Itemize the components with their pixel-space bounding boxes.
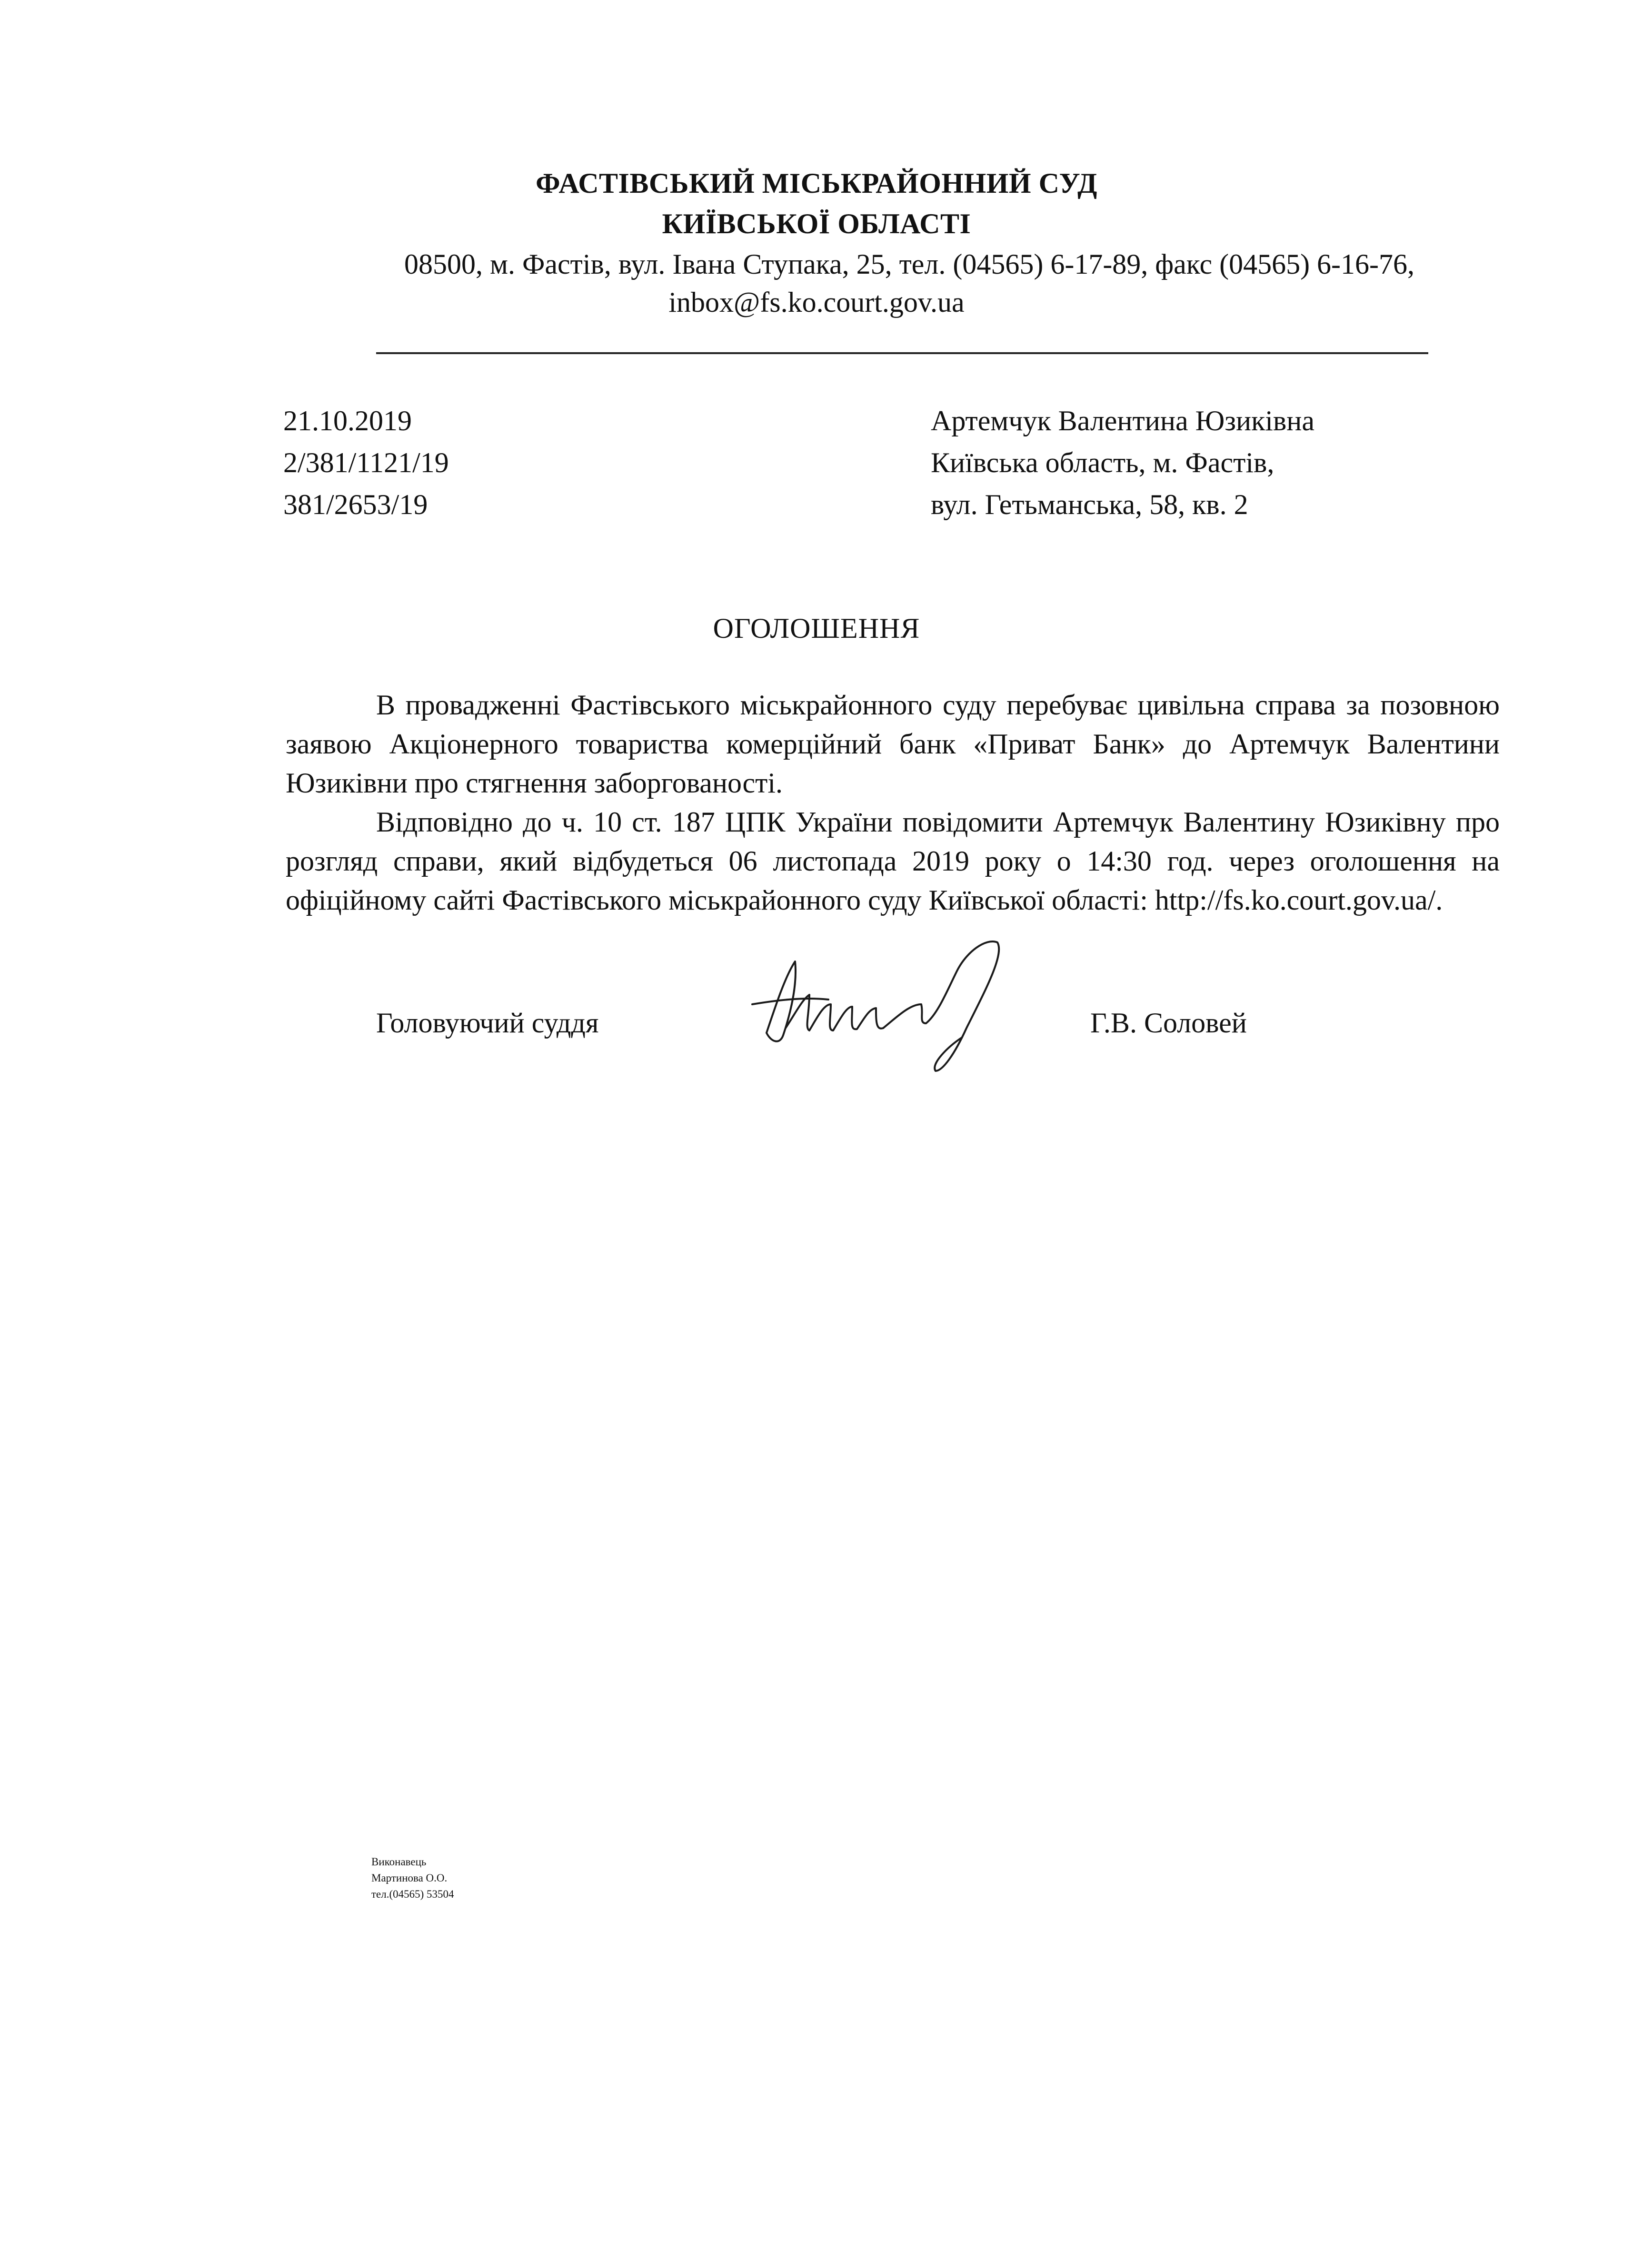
addressee-city: Київська область, м. Фастів,: [931, 447, 1275, 478]
court-name: ФАСТІВСЬКИЙ МІСЬКРАЙОННИЙ СУД: [536, 168, 1097, 199]
case-number: 2/381/1121/19: [283, 447, 449, 478]
addressee-block: [931, 400, 1314, 525]
judge-name: Г.В. Соловей: [1090, 1007, 1247, 1039]
court-address: 08500, м. Фастів, вул. Івана Ступака, 25, тел. (04565) 6-17-89, факс (04565) 6-16-76,: [404, 248, 1415, 280]
executor-label: Виконавець: [371, 1856, 427, 1868]
notice-paragraph-2: Відповідно до ч. 10 ст. 187 ЦПК України повідомити Артемчук Валентину Юзиківну про розгляд справи, який відбудеться 06 листопада 2019 року о 14:30 год. через оголошення на офіційному сайті Фастівського міськрайонного суду Київської області: http://fs.ko.court.gov.ua/.: [286, 806, 1500, 916]
executor-block: [371, 1854, 454, 1902]
executor-phone: тел.(04565) 53504: [371, 1888, 454, 1900]
addressee-name: Артемчук Валентина Юзиківна: [931, 405, 1314, 436]
addressee-street: вул. Гетьманська, 58, кв. 2: [931, 489, 1248, 520]
notice-title: ОГОЛОШЕННЯ: [713, 613, 920, 644]
executor-name: Мартинова О.О.: [371, 1872, 448, 1884]
notice-paragraph-1: В провадженні Фастівського міськрайонного суду перебуває цивільна справа за позовною заявою Акціонерного товариства комерційний банк «Приват Банк» до Артемчук Валентини Юзиківни про стягнення заборгованості.: [286, 689, 1500, 799]
header-divider: [376, 352, 1428, 354]
court-region: КИЇВСЬКОЇ ОБЛАСТІ: [662, 208, 971, 239]
document-date: 21.10.2019: [283, 405, 412, 436]
document-meta: [283, 400, 449, 525]
notice-body: [286, 685, 1500, 920]
judge-role: Головуючий суддя: [376, 1007, 599, 1039]
court-email: inbox@fs.ko.court.gov.ua: [668, 287, 965, 318]
proceeding-number: 381/2653/19: [283, 489, 428, 520]
handwritten-signature: [738, 933, 1033, 1076]
